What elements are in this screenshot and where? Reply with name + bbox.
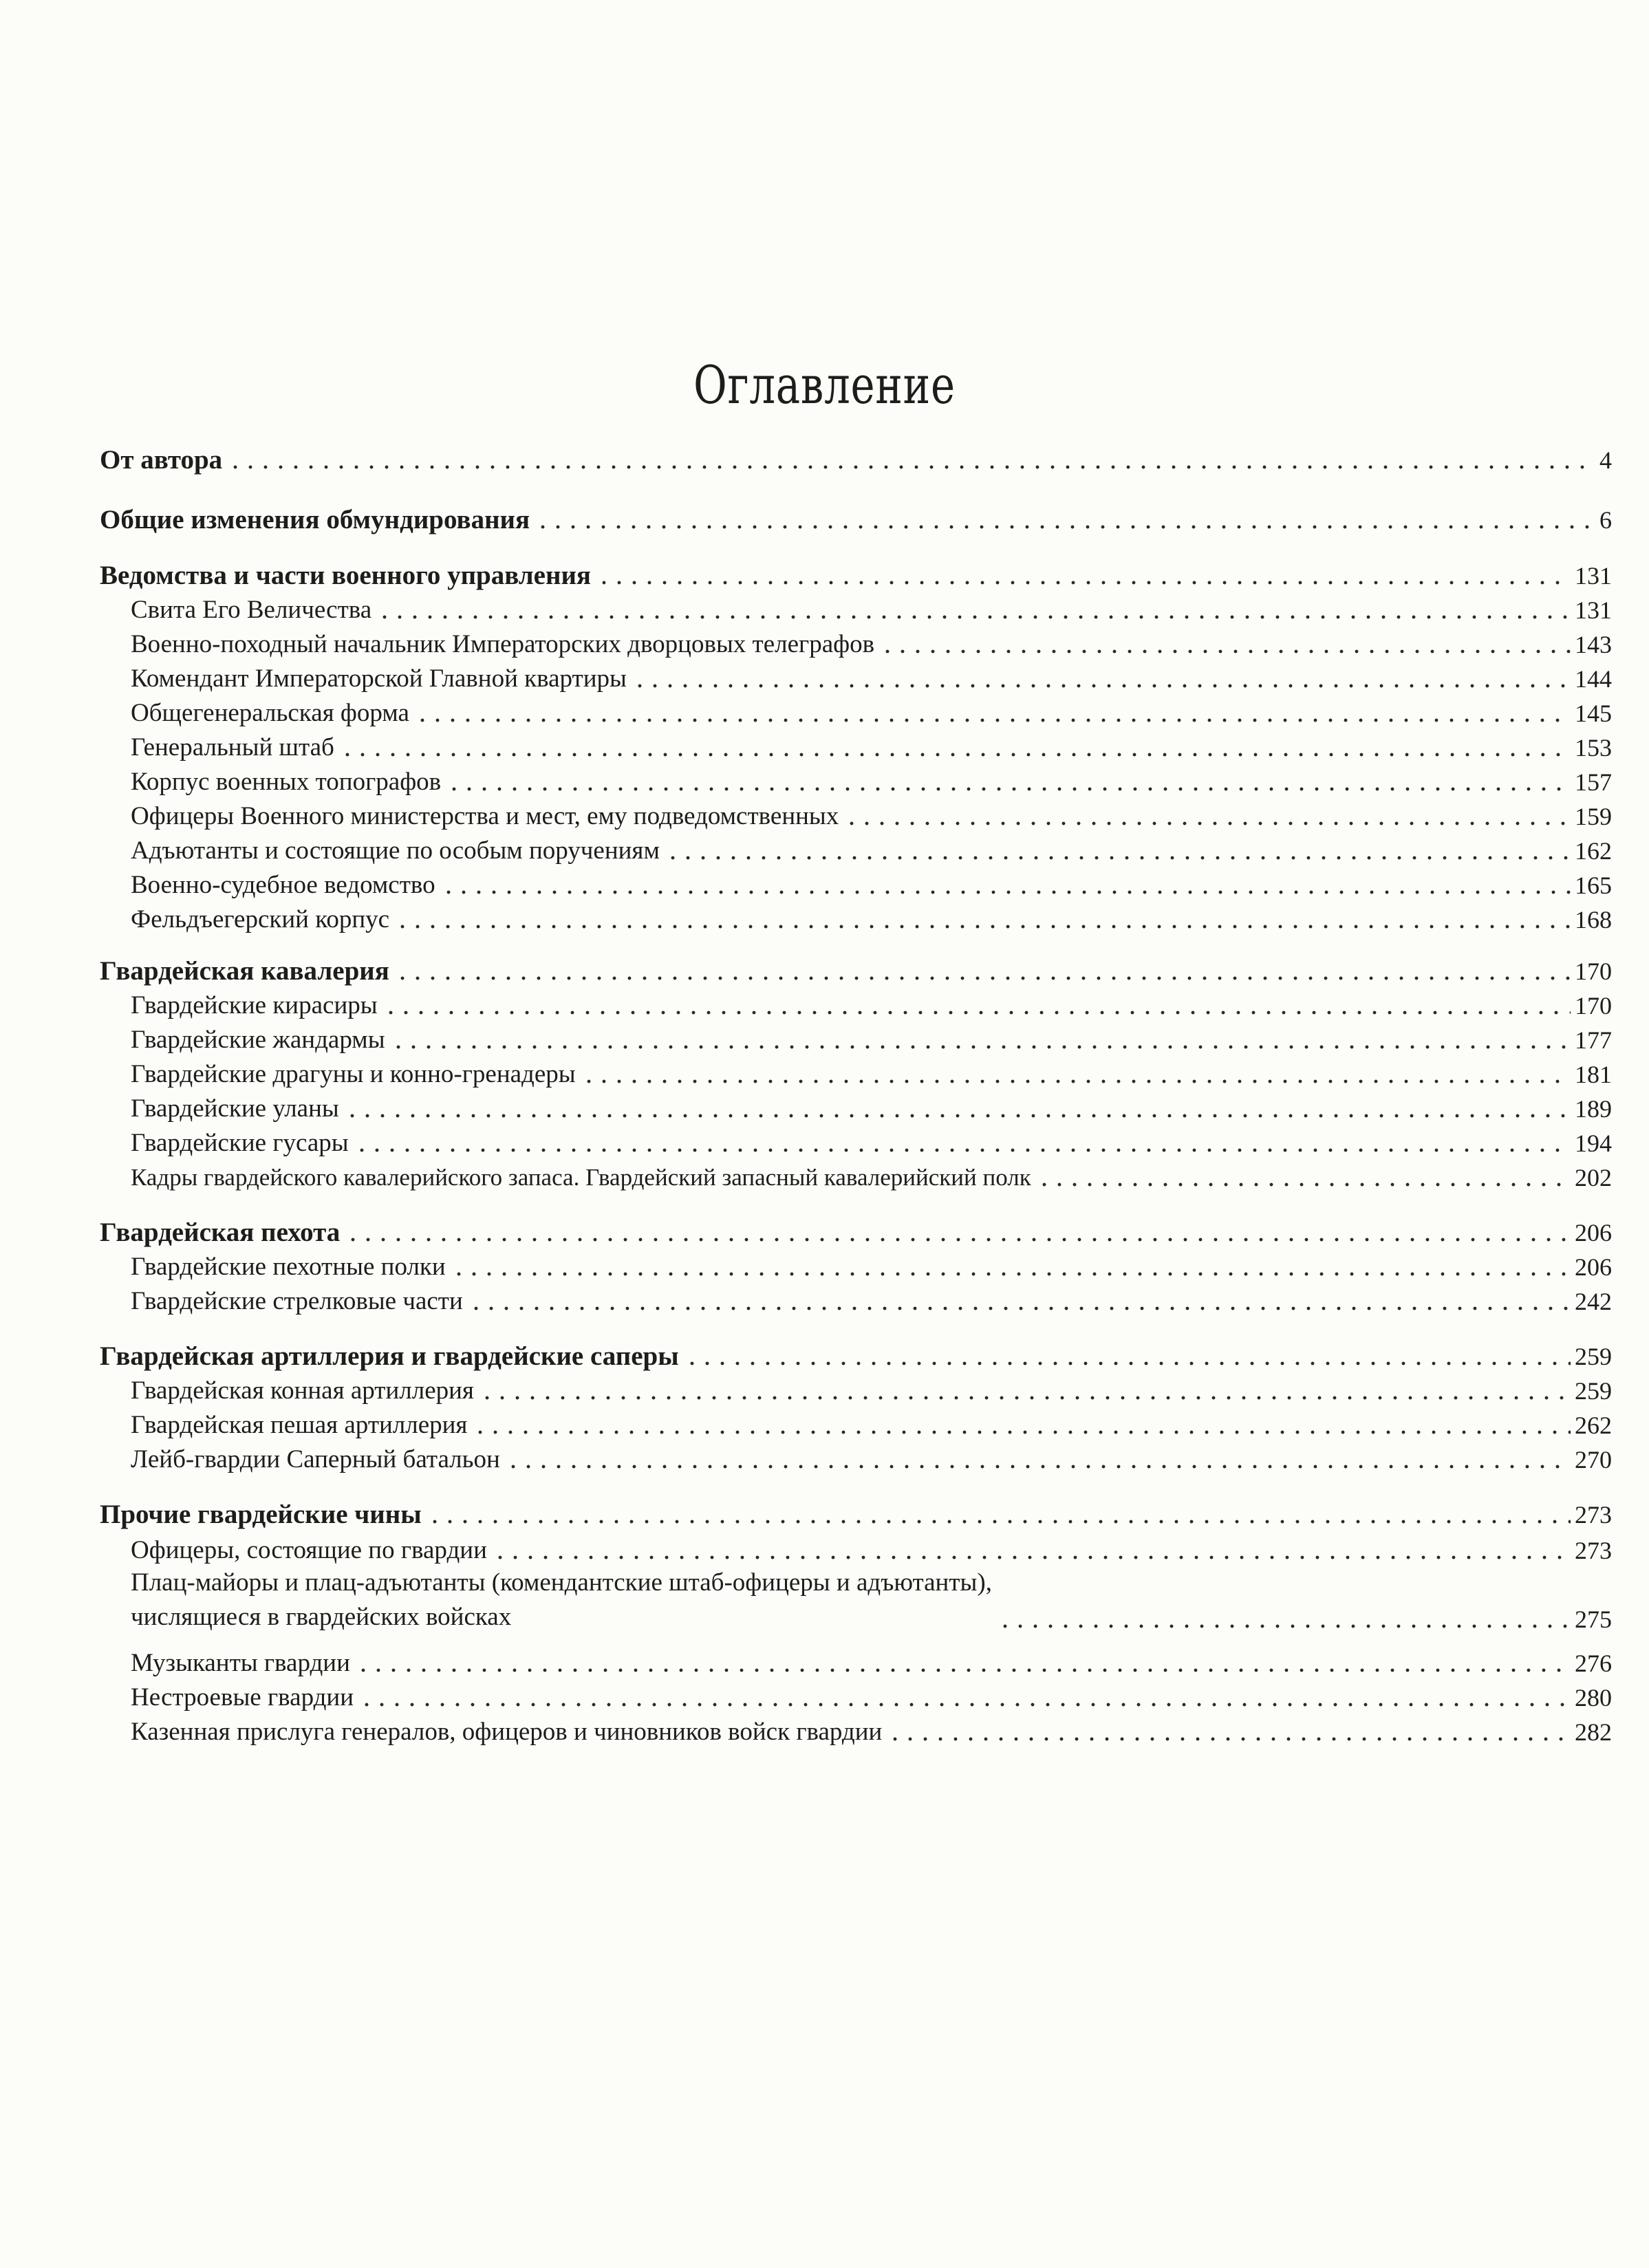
toc-entry-title: От автора xyxy=(100,445,223,475)
toc-entry-page: 177 xyxy=(1575,1026,1612,1054)
toc-entry xyxy=(100,1209,1612,1248)
toc-entry-page: 145 xyxy=(1575,700,1612,727)
toc-entry-page: 194 xyxy=(1575,1130,1612,1157)
toc-entry-page: 157 xyxy=(1575,768,1612,796)
leader-dots xyxy=(415,717,1571,723)
toc-entry-title: Прочие гвардейские чины xyxy=(100,1500,422,1529)
toc-entry xyxy=(100,759,1612,797)
toc-entry-page: 131 xyxy=(1575,562,1612,590)
toc-entry xyxy=(100,497,1612,535)
toc-entry-page: 275 xyxy=(1575,1606,1612,1633)
toc-entry xyxy=(100,1333,1612,1372)
toc-entry-title: Офицеры, состоящие по гвардии xyxy=(131,1536,487,1564)
toc-entry-title: Нестроевые гвардии xyxy=(131,1683,354,1711)
toc-entry-page: 6 xyxy=(1599,506,1612,534)
toc-entry xyxy=(100,621,1612,660)
toc-entry xyxy=(100,724,1612,763)
leader-dots xyxy=(506,1464,1571,1469)
toc-entry xyxy=(100,982,1612,1021)
toc-entry-title: Гвардейские кирасиры xyxy=(131,991,378,1019)
toc-entry xyxy=(100,1491,1612,1530)
toc-entry-title-multiline xyxy=(131,1566,992,1634)
toc-entry xyxy=(100,1674,1612,1713)
leader-dots xyxy=(395,975,1571,981)
toc-entry-title: Гвардейская конная артиллерия xyxy=(131,1376,474,1405)
toc-entry-page: 159 xyxy=(1575,803,1612,830)
toc-entry-title: Лейб-гвардии Саперный батальон xyxy=(131,1445,500,1473)
leader-dots xyxy=(880,649,1571,654)
toc-entry xyxy=(100,1278,1612,1317)
leader-dots xyxy=(228,464,1595,470)
leader-dots xyxy=(345,1237,1571,1242)
toc-entry-page: 170 xyxy=(1575,992,1612,1019)
leader-dots xyxy=(391,1044,1571,1050)
leader-dots xyxy=(473,1429,1571,1435)
toc-entry-page: 153 xyxy=(1575,734,1612,762)
toc-entry-title: Генеральный штаб xyxy=(131,733,334,762)
toc-entry-title: Плац-майоры и плац-адъютанты (комендантские штаб-офицеры и адъютанты), xyxy=(131,1568,992,1597)
toc-entry-title: Гвардейские драгуны и конно-гренадеры xyxy=(131,1060,576,1088)
leader-dots xyxy=(354,1147,1571,1153)
toc-entry xyxy=(100,1640,1612,1678)
toc-entry xyxy=(100,1566,1612,1634)
toc-entry-page: 262 xyxy=(1575,1412,1612,1439)
leader-dots xyxy=(468,1306,1571,1311)
toc-entry-title: Музыканты гвардии xyxy=(131,1649,350,1677)
toc-entry xyxy=(100,437,1612,475)
toc-entry-page: 165 xyxy=(1575,872,1612,899)
leader-dots xyxy=(441,889,1571,895)
toc-entry-page: 168 xyxy=(1575,906,1612,933)
leader-dots xyxy=(535,524,1595,530)
toc-entry xyxy=(100,1709,1612,1747)
toc-entry xyxy=(100,1051,1612,1090)
leader-dots xyxy=(493,1555,1571,1560)
leader-dots xyxy=(345,1113,1571,1119)
toc-entry-title: Гвардейские гусары xyxy=(131,1129,349,1157)
toc-entry-title: Ведомства и части военного управления xyxy=(100,561,592,590)
toc-entry-title: Гвардейская артиллерия и гвардейские саперы xyxy=(100,1341,679,1371)
toc-entry-title: Военно-судебное ведомство xyxy=(131,871,435,899)
toc-entry xyxy=(100,552,1612,591)
leader-dots xyxy=(1037,1182,1571,1187)
leader-dots xyxy=(359,1702,1571,1707)
leader-dots xyxy=(887,1736,1571,1742)
toc-entry-title: Общегенеральская форма xyxy=(131,699,409,727)
toc-entry xyxy=(100,1527,1612,1566)
toc-entry xyxy=(100,828,1612,866)
toc-entry-page: 143 xyxy=(1575,631,1612,658)
toc-entry xyxy=(100,1244,1612,1282)
leader-dots xyxy=(451,1271,1571,1277)
leader-dots xyxy=(632,683,1571,689)
leader-dots xyxy=(844,821,1571,826)
toc-entry-page: 276 xyxy=(1575,1650,1612,1677)
toc-entry xyxy=(100,1017,1612,1055)
leader-dots xyxy=(340,752,1571,757)
toc-entry-title: Адъютанты и состоящие по особым поручениям xyxy=(131,836,660,865)
toc-entry-title: Гвардейские уланы xyxy=(131,1094,339,1123)
toc-entry xyxy=(100,1086,1612,1124)
toc-entry-page: 189 xyxy=(1575,1095,1612,1123)
toc-entry-title: Комендант Императорской Главной квартиры xyxy=(131,665,627,693)
toc-entry-title: Гвардейские жандармы xyxy=(131,1026,385,1054)
toc-entry-page: 273 xyxy=(1575,1537,1612,1564)
toc-entry-title: Кадры гвардейского кавалерийского запаса. Гвардейский запасный кавалерийский полк xyxy=(131,1164,1031,1191)
toc-entry-title: Гвардейская пешая артиллерия xyxy=(131,1411,468,1439)
leader-dots xyxy=(479,1395,1571,1401)
toc-entry xyxy=(100,1120,1612,1158)
toc-entry-title: Свита Его Величества xyxy=(131,596,372,624)
toc-entry-page: 170 xyxy=(1575,958,1612,985)
toc-entry-page: 4 xyxy=(1599,446,1612,474)
toc-entry xyxy=(100,1436,1612,1475)
toc-entry-page: 259 xyxy=(1575,1377,1612,1405)
toc-entry-title-continued: числящиеся в гвардейских войсках xyxy=(131,1603,512,1631)
toc-entry xyxy=(100,862,1612,900)
toc-entry xyxy=(100,1154,1612,1193)
toc-entry-page: 282 xyxy=(1575,1718,1612,1746)
toc-entry xyxy=(100,948,1612,986)
toc-entry-page: 259 xyxy=(1575,1343,1612,1370)
leader-dots xyxy=(596,580,1571,585)
toc-entry xyxy=(100,1368,1612,1406)
leader-dots xyxy=(685,1361,1571,1366)
leader-dots xyxy=(427,1519,1571,1524)
leader-dots xyxy=(998,1623,1571,1629)
toc-entry xyxy=(100,793,1612,832)
toc-entry-page: 270 xyxy=(1575,1446,1612,1473)
leader-dots xyxy=(395,924,1571,929)
toc-entry-page: 273 xyxy=(1575,1501,1612,1529)
toc-entry-title: Гвардейская кавалерия xyxy=(100,956,389,986)
toc-entry-title: Корпус военных топографов xyxy=(131,768,442,796)
toc-entry xyxy=(100,896,1612,935)
toc-entry-page: 131 xyxy=(1575,596,1612,624)
toc-entry-title: Фельдъегерский корпус xyxy=(131,905,390,933)
toc-entry-title: Общие изменения обмундирования xyxy=(100,505,530,534)
toc-entry-title: Казенная прислуга генералов, офицеров и чиновников войск гвардии xyxy=(131,1718,883,1746)
page-title: Оглавление xyxy=(693,354,956,415)
leader-dots xyxy=(665,855,1571,861)
toc-entry-title: Военно-походный начальник Императорских дворцовых телеграфов xyxy=(131,630,875,658)
leader-dots xyxy=(356,1667,1571,1673)
toc-entry xyxy=(100,656,1612,694)
toc-entry-page: 202 xyxy=(1575,1164,1612,1191)
toc-entry xyxy=(100,690,1612,728)
toc-entry xyxy=(100,1402,1612,1440)
toc-entry-page: 280 xyxy=(1575,1684,1612,1711)
toc-entry-title: Офицеры Военного министерства и мест, ему подведомственных xyxy=(131,802,839,830)
leader-dots xyxy=(581,1079,1571,1084)
toc-entry-page: 206 xyxy=(1575,1219,1612,1246)
toc-entry-title: Гвардейские пехотные полки xyxy=(131,1253,446,1281)
leader-dots xyxy=(383,1010,1571,1015)
toc-entry-page: 144 xyxy=(1575,665,1612,693)
toc-entry-page: 181 xyxy=(1575,1061,1612,1088)
toc-entry-page: 242 xyxy=(1575,1288,1612,1315)
leader-dots xyxy=(446,786,1571,792)
leader-dots xyxy=(377,614,1571,620)
toc-entry-title: Гвардейская пехота xyxy=(100,1218,341,1247)
toc-entry-title: Гвардейские стрелковые части xyxy=(131,1287,463,1315)
toc-entry-page: 162 xyxy=(1575,837,1612,865)
toc-entry-page: 206 xyxy=(1575,1253,1612,1281)
toc-entry xyxy=(100,587,1612,625)
